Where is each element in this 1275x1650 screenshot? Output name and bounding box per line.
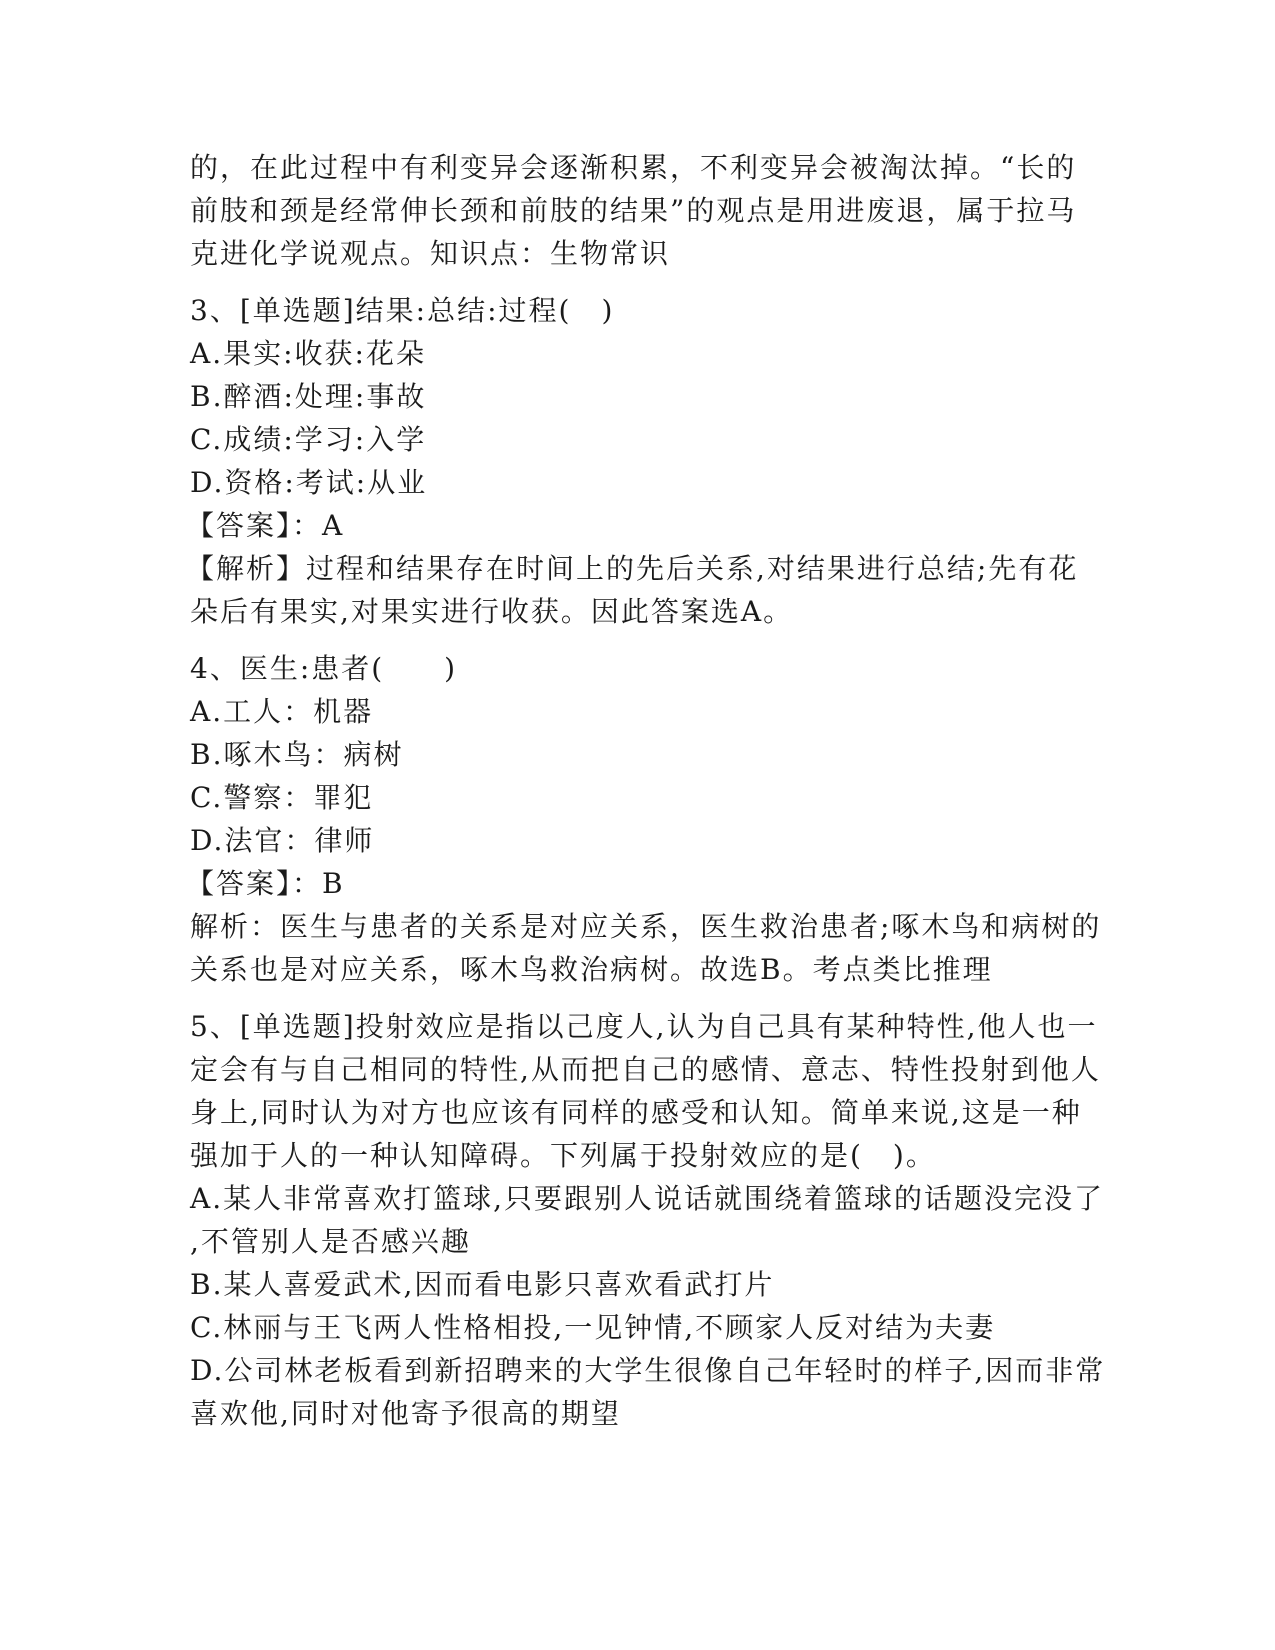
answer: 【答案】：B [186,867,345,900]
paragraph-gap [190,633,1090,647]
text-line: 克进化学说观点。知识点：生物常识 [190,237,671,270]
analysis-line: 朵后有果实,对果实进行收获。因此答案选A。 [190,595,794,628]
page-content [186,146,1106,1435]
option-a-continued: ,不管别人是否感兴趣 [190,1225,471,1258]
intro-paragraph [190,146,1090,275]
question-stem: 身上,同时认为对方也应该有同样的感受和认知。简单来说,这是一种 [190,1096,1082,1129]
option-d: D.资格:考试:从业 [190,466,428,499]
option-c: C.成绩:学习:入学 [190,423,427,456]
question-3 [186,289,1090,633]
option-b: B.某人喜爱武术,因而看电影只喜欢看武打片 [190,1268,775,1301]
text-line: 前肢和颈是经常伸长颈和前肢的结果”的观点是用进废退，属于拉马 [190,194,1077,227]
question-stem: 定会有与自己相同的特性,从而把自己的感情、意志、特性投射到他人 [190,1053,1101,1086]
analysis-line: 解析：医生与患者的关系是对应关系，医生救治患者;啄木鸟和病树的 [190,910,1102,943]
answer: 【答案】：A [186,509,345,542]
option-b: B.醉酒:处理:事故 [190,380,427,413]
question-stem: 强加于人的一种认知障碍。下列属于投射效应的是( )。 [190,1139,936,1172]
question-stem: 3、[单选题]结果:总结:过程( ) [190,294,615,327]
paragraph-gap [190,275,1090,289]
analysis-line: 关系也是对应关系，啄木鸟救治病树。故选B。考点类比推理 [190,953,993,986]
question-stem: 5、[单选题]投射效应是指以己度人,认为自己具有某种特性,他人也一 [190,1010,1098,1043]
option-d-continued: 喜欢他,同时对他寄予很高的期望 [190,1397,621,1430]
question-4 [186,647,1102,991]
option-a: A.某人非常喜欢打篮球,只要跟别人说话就围绕着篮球的话题没完没了 [190,1182,1105,1215]
option-d: D.法官：律师 [190,824,375,857]
option-c: C.警察：罪犯 [190,781,374,814]
question-5 [190,1005,1106,1435]
text-line: 的，在此过程中有利变异会逐渐积累，不利变异会被淘汰掉。“长的 [190,151,1077,184]
option-a: A.工人：机器 [190,695,374,728]
option-b: B.啄木鸟：病树 [190,738,404,771]
analysis-line: 【解析】过程和结果存在时间上的先后关系,对结果进行总结;先有花 [186,552,1079,585]
option-c: C.林丽与王飞两人性格相投,一见钟情,不顾家人反对结为夫妻 [190,1311,996,1344]
option-d: D.公司林老板看到新招聘来的大学生很像自己年轻时的样子,因而非常 [190,1354,1106,1387]
paragraph-gap [190,991,1090,1005]
option-a: A.果实:收获:花朵 [190,337,426,370]
question-stem: 4、医生:患者( ) [190,652,458,685]
